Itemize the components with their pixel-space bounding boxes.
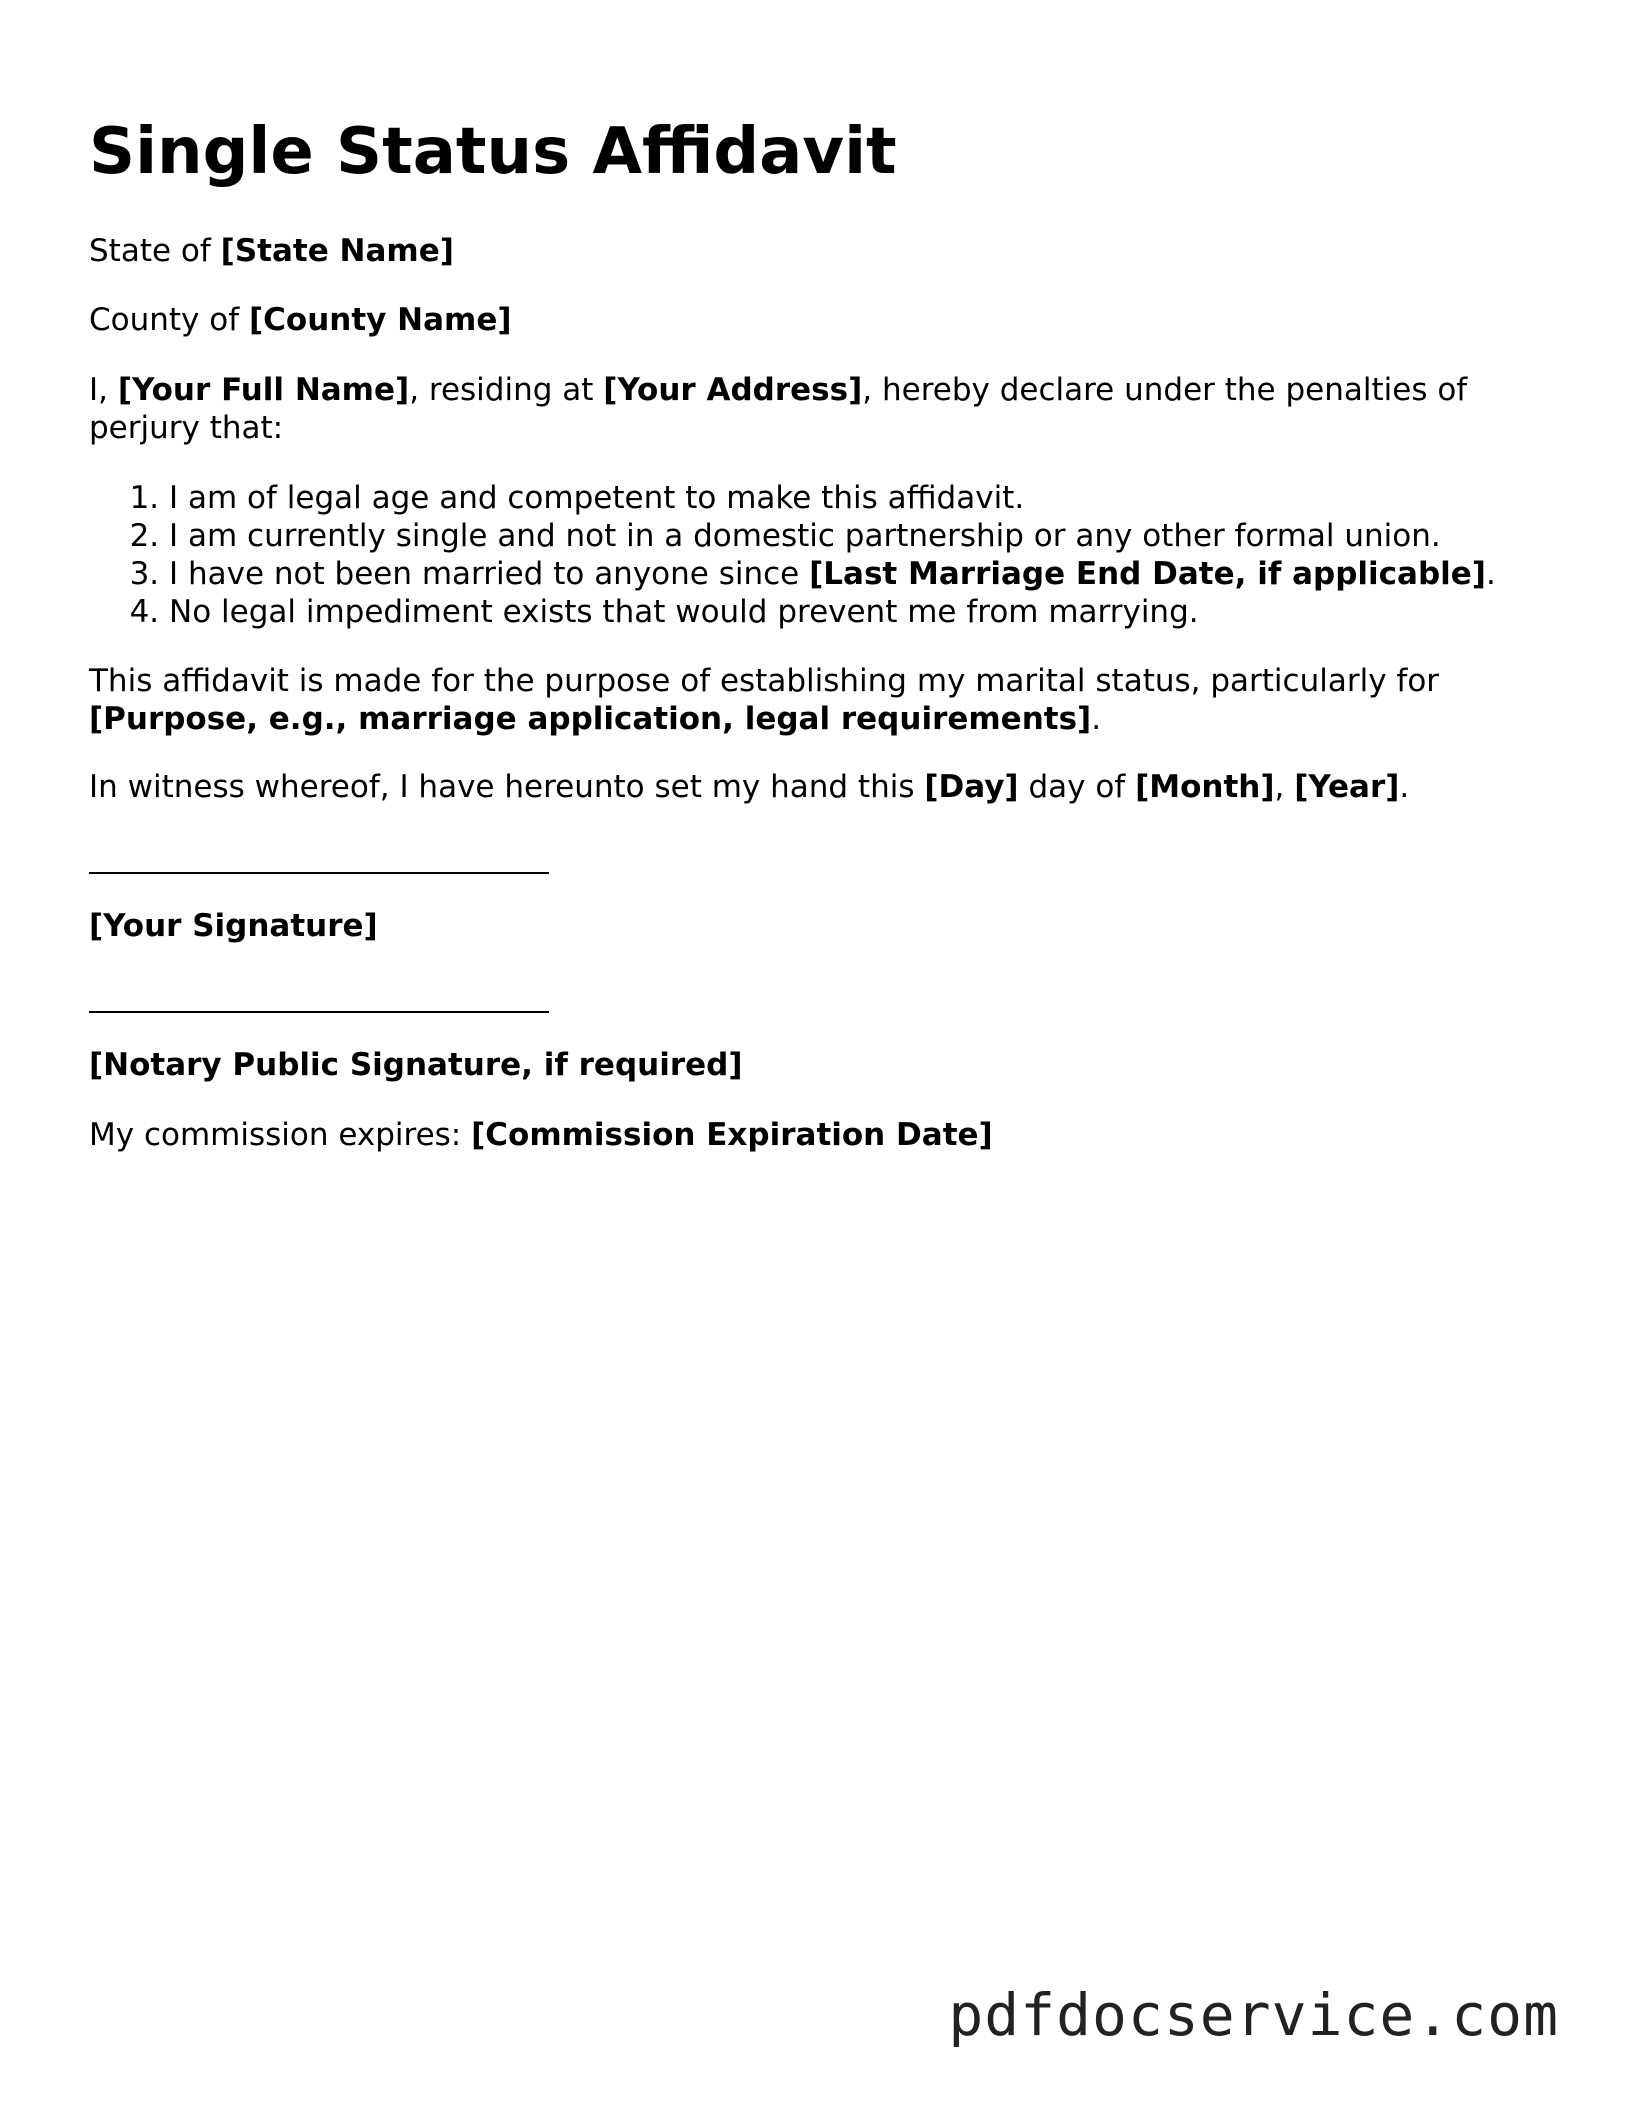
county-name-placeholder: [County Name] <box>249 302 512 338</box>
statement-item <box>169 555 1589 593</box>
commission-line <box>89 1116 993 1154</box>
commission-prefix: My commission expires: <box>89 1117 472 1153</box>
commission-date-placeholder: [Commission Expiration Date] <box>471 1117 993 1153</box>
statement-text: I have not been married to anyone since <box>169 556 810 592</box>
notary-signature-label <box>89 1046 743 1084</box>
statements-list <box>89 479 1589 631</box>
witness-line <box>89 768 1409 806</box>
statement-item <box>169 479 1589 517</box>
witness-suffix: . <box>1399 769 1410 805</box>
purpose-placeholder: [Purpose, e.g., marriage application, legal requirements] <box>89 701 1092 737</box>
state-prefix: State of <box>89 233 221 269</box>
your-signature-line <box>89 872 549 874</box>
declaration-text-3: , hereby declare under the penalties of perjury that: <box>89 372 1468 446</box>
purpose-suffix: . <box>1091 701 1102 737</box>
witness-comma: , <box>1274 769 1295 805</box>
declaration-text-2: , residing at <box>409 372 604 408</box>
address-placeholder: [Your Address] <box>603 372 863 408</box>
statement-item <box>169 593 1589 631</box>
year-placeholder: [Year] <box>1294 769 1400 805</box>
notary-signature-line <box>89 1011 549 1013</box>
month-placeholder: [Month] <box>1135 769 1275 805</box>
full-name-placeholder: [Your Full Name] <box>117 372 410 408</box>
document-title: Single Status Affidavit <box>89 115 897 189</box>
declaration-paragraph <box>89 371 1549 447</box>
declaration-text-1: I, <box>89 372 118 408</box>
your-signature-label <box>89 907 378 945</box>
your-signature-placeholder: [Your Signature] <box>89 908 378 944</box>
county-prefix: County of <box>89 302 249 338</box>
watermark: pdfdocservice.com <box>948 1981 1559 2049</box>
day-placeholder: [Day] <box>924 769 1019 805</box>
statement-suffix: . <box>1485 556 1496 592</box>
statement-text: No legal impediment exists that would prevent me from marrying. <box>169 594 1199 630</box>
witness-mid: day of <box>1018 769 1136 805</box>
purpose-paragraph <box>89 662 1549 738</box>
state-line <box>89 232 454 270</box>
statement-item <box>169 517 1589 555</box>
state-name-placeholder: [State Name] <box>220 233 454 269</box>
county-line <box>89 301 512 339</box>
witness-text: In witness whereof, I have hereunto set my hand this <box>89 769 925 805</box>
statement-text: I am currently single and not in a domestic partnership or any other formal union. <box>169 518 1441 554</box>
purpose-text: This affidavit is made for the purpose of establishing my marital status, particularly for <box>89 663 1440 699</box>
notary-signature-placeholder: [Notary Public Signature, if required] <box>89 1047 743 1083</box>
last-marriage-date-placeholder: [Last Marriage End Date, if applicable] <box>809 556 1486 592</box>
statement-text: I am of legal age and competent to make this affidavit. <box>169 480 1025 516</box>
